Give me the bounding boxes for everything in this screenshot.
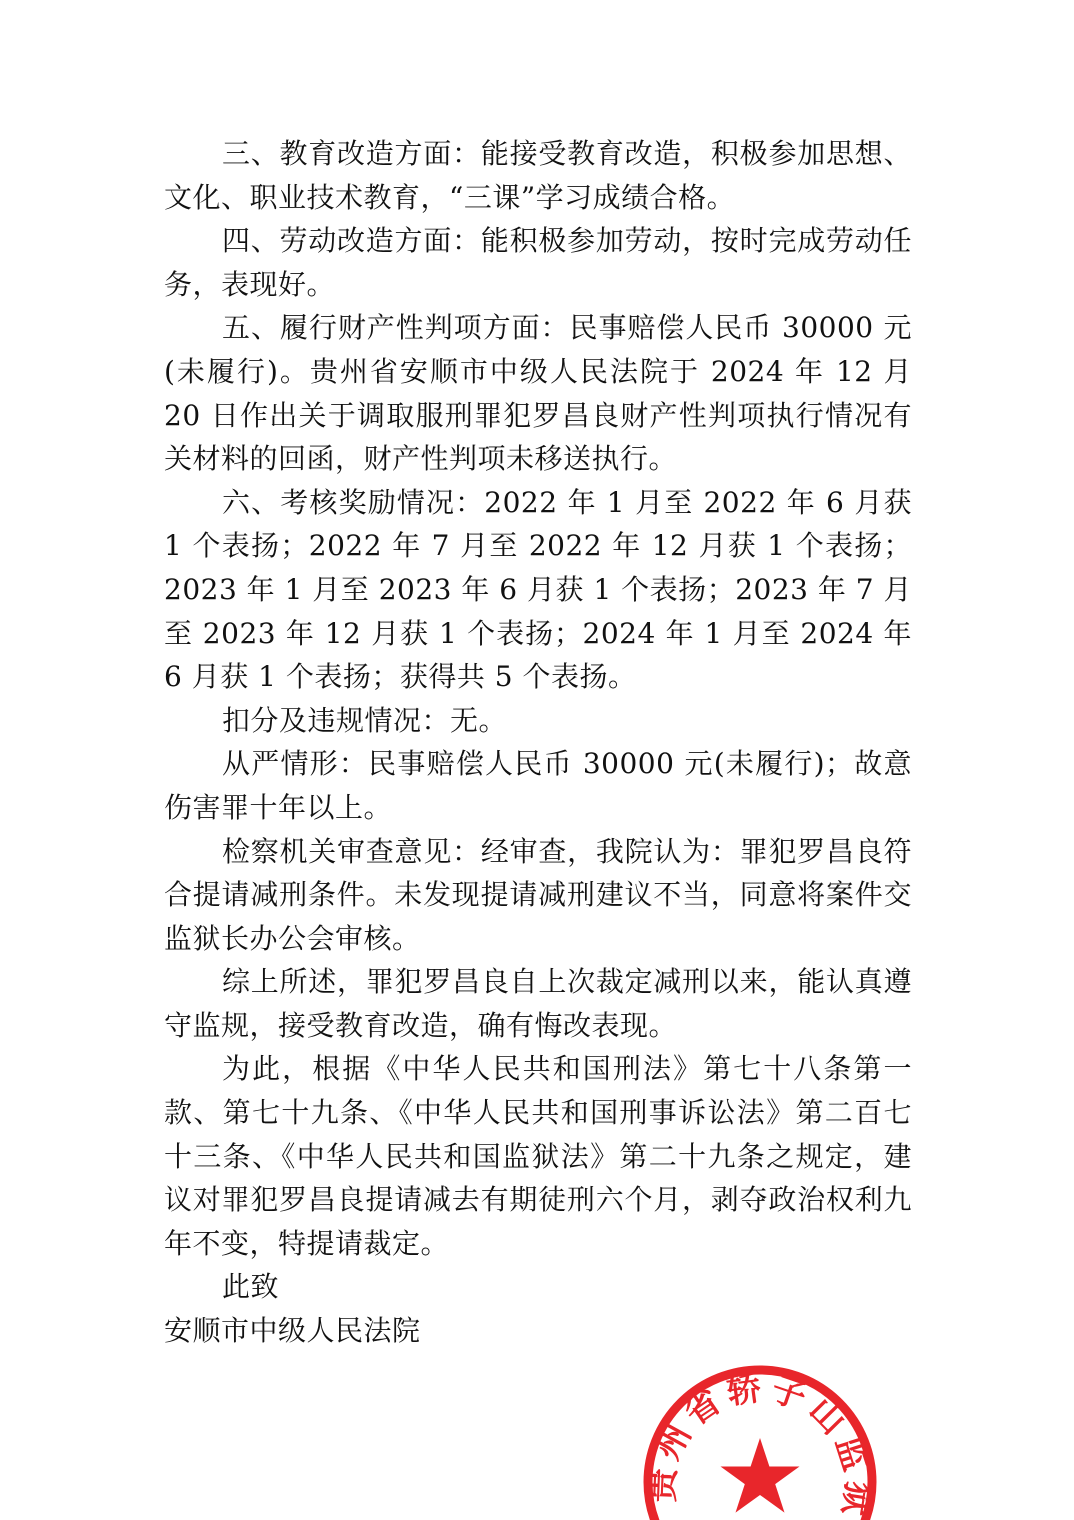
paragraph-salutation: 此致 [222,1270,280,1304]
seal-text: 贵州省轿子山监狱 [642,1367,879,1520]
paragraph-summary: 综上所述，罪犯罗昌良自上次裁定减刑以来，能认真遵守监规，接受教育改造，确有悔改表现。 [164,965,912,1042]
recipient-line: 安顺市中级人民法院 [164,1314,421,1348]
paragraph-procuratorate-opinion: 检察机关审查意见：经审查，我院认为：罪犯罗昌良符合提请减刑条件。未发现提请减刑建议不当，同意将案件交监狱长办公会审核。 [164,834,912,955]
paragraph-deductions: 扣分及违规情况：无。 [222,703,508,737]
paragraph-property-judgment: 五、履行财产性判项方面：民事赔偿人民币 30000 元(未履行)。贵州省安顺市中级人民法院于 2024 年 12 月 20 日作出关于调取服刑罪犯罗昌良财产性判项执行情况有关材料的回函，财产性判项未移送执行。 [164,311,912,476]
paragraph-strict-circumstances: 从严情形：民事赔偿人民币 30000 元(未履行)；故意伤害罪十年以上。 [164,747,912,824]
paragraph-rewards: 六、考核奖励情况：2022 年 1 月至 2022 年 6 月获 1 个表扬；2022 年 7 月至 2022 年 12 月获 1 个表扬；2023 年 1 月至 2023 年 6 月获 1 个表扬；2023 年 7 月至 2023 年 12 月获 1 个表扬；2024 年 1 月至 2024 年 6 月获 1 个表扬；获得共 5 个表扬。 [164,485,912,694]
document-body [164,132,912,1353]
paragraph-legal-basis: 为此，根据《中华人民共和国刑法》第七十八条第一款、第七十九条、《中华人民共和国刑事诉讼法》第二百七十三条、《中华人民共和国监狱法》第二十九条之规定，建议对罪犯罗昌良提请减去有期徒刑六个月，剥夺政治权利九年不变，特提请裁定。 [164,1052,912,1260]
seal-star [721,1438,800,1513]
paragraph-labor-reform: 四、劳动改造方面：能积极参加劳动，按时完成劳动任务，表现好。 [164,224,912,301]
paragraph-education-reform: 三、教育改造方面：能接受教育改造，积极参加思想、文化、职业技术教育，“三课”学习成绩合格。 [164,137,912,214]
official-seal-stamp [640,1362,880,1520]
